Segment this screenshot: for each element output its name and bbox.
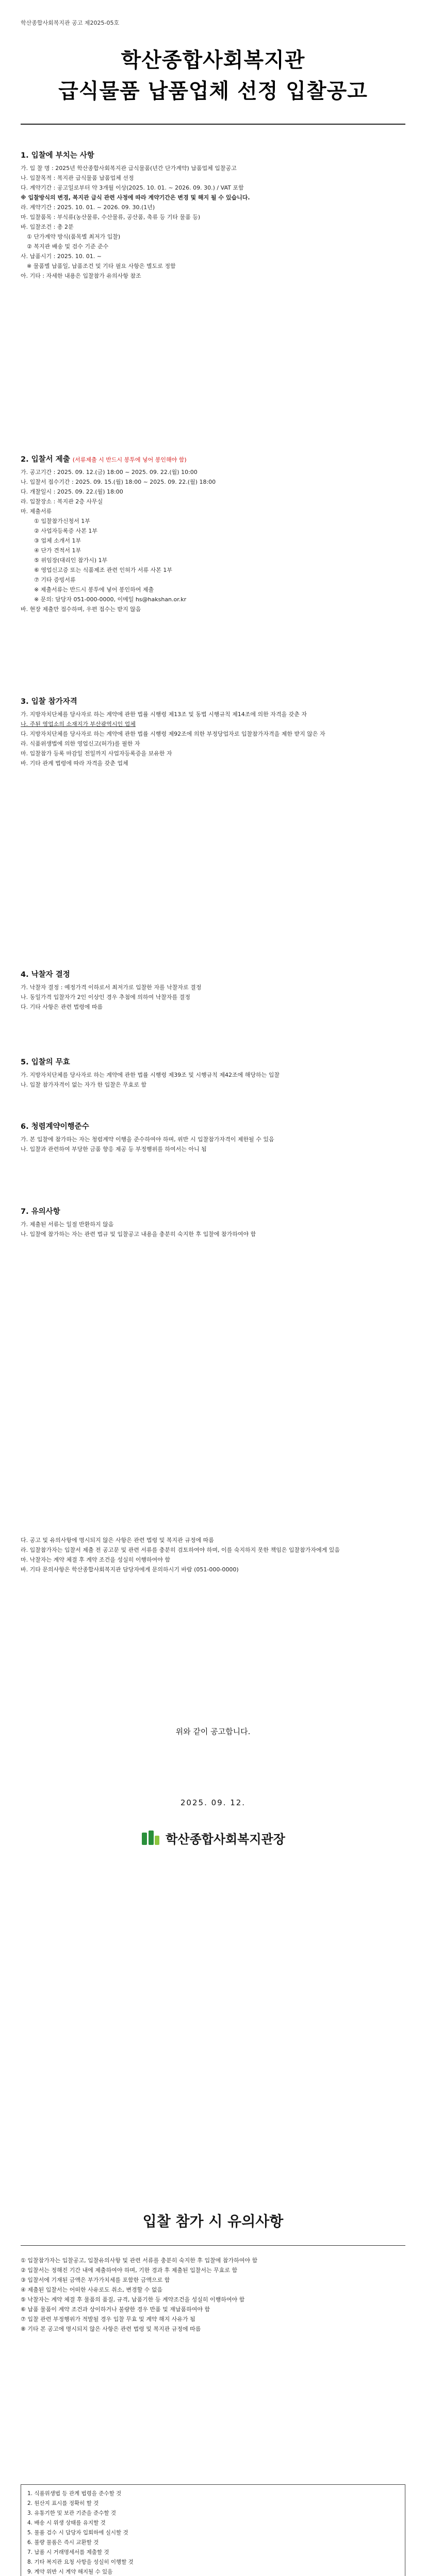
section-7 <box>21 1206 405 1239</box>
org-block <box>141 1829 285 1847</box>
section-2-heading-text: 2. 입찰서 제출 <box>21 455 70 464</box>
welfare-center-logo-icon <box>141 1831 160 1846</box>
s1-line: 나. 입찰목적 : 복지관 급식물품 납품업체 선정 <box>21 175 134 181</box>
s3-highlight-line: 나. 주된 영업소의 소재지가 부산광역시인 업체 <box>21 721 136 727</box>
guidelines-sheet <box>21 2128 405 2576</box>
section-4 <box>21 969 405 1012</box>
notice-line: 7. 납품 시 거래명세서를 제출할 것 <box>27 2549 109 2555</box>
guidelines-body <box>21 2256 405 2334</box>
s1-line: 바. 입찰조건 : 총 2분 <box>21 224 74 230</box>
s2-line: ⑤ 위임장(대리인 참가시) 1부 <box>34 557 108 564</box>
section-1 <box>21 149 405 281</box>
s1-line: 아. 기타 : 자세한 내용은 입찰참가 유의사항 참조 <box>21 273 141 279</box>
notice-line: 5. 물품 검수 시 담당자 입회하에 실시할 것 <box>27 2530 128 2536</box>
s3-line: 바. 기타 관계 법령에 따라 자격을 갖춘 업체 <box>21 760 128 767</box>
s1-line: 라. 계약기간 : 2025. 10. 01. ~ 2026. 09. 30.(1년) <box>21 204 155 211</box>
s4-line: 나. 동일가격 입찰자가 2인 이상인 경우 추첨에 의하여 낙찰자를 결정 <box>21 994 190 1001</box>
section-2 <box>21 453 405 614</box>
closing-text: 위와 같이 공고합니다. <box>175 1727 251 1736</box>
notice-line: 6. 불량 물품은 즉시 교환할 것 <box>27 2539 99 2546</box>
organization-signature <box>21 1829 405 1848</box>
s6-line: 나. 입찰과 관련하여 부당한 금품 향응 제공 등 부정행위를 하여서는 아니 됨 <box>21 1146 207 1153</box>
s1-line: ※ 물품별 납품일, 납품조건 및 기타 필요 사항은 별도로 정함 <box>27 263 176 269</box>
announcement-sheet <box>21 0 405 2123</box>
org-name: 학산종합사회복지관장 <box>166 1832 285 1846</box>
notice-line: 8. 기타 복지관 요청 사항을 성실히 이행할 것 <box>27 2559 134 2565</box>
s2-line: 라. 입찰장소 : 복지관 2층 사무실 <box>21 498 103 505</box>
s2-line: 나. 입찰서 접수기간 : 2025. 09. 15.(월) 18:00 ~ 2025. 09. 22.(월) 18:00 <box>21 479 216 485</box>
guideline-line: ⑦ 입찰 관련 부정행위가 적발될 경우 입찰 무효 및 계약 해지 사유가 됨 <box>21 2316 195 2323</box>
title-divider <box>21 124 405 125</box>
s7-line: 가. 제출된 서류는 일절 반환하지 않음 <box>21 1221 114 1228</box>
s2-line: ② 사업자등록증 사본 1부 <box>34 528 97 534</box>
s2-line: ※ 제출서류는 반드시 봉투에 넣어 봉인하여 제출 <box>34 586 154 593</box>
guideline-line: ③ 입찰서에 기재된 금액은 부가가치세를 포함한 금액으로 함 <box>21 2277 170 2283</box>
section-5-heading: 5. 입찰의 무효 <box>21 1058 70 1066</box>
section-6-heading: 6. 청렴계약이행준수 <box>21 1123 89 1131</box>
s3-line: 마. 입찰참가 등록 마감일 전일까지 사업자등록증을 보유한 자 <box>21 750 172 757</box>
announcement-date: 2025. 09. 12. <box>180 1798 246 1807</box>
s1-warning-line: ※ 입찰방식의 변경, 복지관 급식 관련 사정에 따라 계약기간은 변경 및 해지 될 수 있습니다. <box>21 194 250 201</box>
s1-line: 가. 입 찰 명 : 2025년 학산종합사회복지관 급식물품(년간 단가계약) 납품업체 입찰공고 <box>21 165 237 172</box>
s2-contact-line: ※ 문의: 담당자 051-000-0000, 이메일 hs@hakshan.or.kr <box>34 596 187 603</box>
s1-line: 마. 입찰품목 : 부식류(농산물류, 수산물류, 공산품, 축류 등 기타 물품 등) <box>21 214 201 221</box>
s5-line: 가. 지방자치단체를 당사자로 하는 계약에 관한 법률 시행령 제39조 및 시행규칙 제42조에 해당하는 입찰 <box>21 1072 280 1078</box>
guideline-line: ⑧ 기타 본 공고에 명시되지 않은 사항은 관련 법령 및 복지관 규정에 따름 <box>21 2326 201 2332</box>
guidelines-divider <box>21 2245 405 2246</box>
s2-line: ⑥ 영업신고증 또는 식품제조 관련 인허가 서류 사본 1부 <box>34 567 172 573</box>
section-5 <box>21 1056 405 1090</box>
guideline-line: ④ 제출된 입찰서는 어떠한 사유로도 취소, 변경할 수 없음 <box>21 2286 163 2293</box>
s8-line: 마. 낙찰자는 계약 체결 후 계약 조건을 성실히 이행하여야 함 <box>21 1556 170 1563</box>
s2-line: ① 입찰참가신청서 1부 <box>34 518 90 524</box>
s7-line: 나. 입찰에 참가하는 자는 관련 법규 및 입찰공고 내용을 충분히 숙지한 후 입찰에 참가하여야 함 <box>21 1231 256 1238</box>
section-7-heading: 7. 유의사항 <box>21 1208 60 1216</box>
s2-line: ⑦ 기타 증빙서류 <box>34 577 76 583</box>
section-2-heading-note: (서류제출 시 반드시 봉투에 넣어 봉인해야 함) <box>72 456 187 463</box>
notice-line: 9. 계약 위반 시 계약 해지될 수 있음 <box>27 2569 113 2575</box>
notice-line: 1. 식품위생법 등 관계 법령을 준수할 것 <box>27 2490 122 2497</box>
s2-line: 마. 제출서류 <box>21 508 52 515</box>
s6-line: 가. 본 입찰에 참가하는 자는 청렴계약 이행을 준수하여야 하며, 위반 시 입찰참가자격이 제한될 수 있음 <box>21 1136 274 1143</box>
guideline-line: ⑤ 낙찰자는 계약 체결 후 물품의 품질, 규격, 납품기한 등 계약조건을 성실히 이행하여야 함 <box>21 2296 245 2303</box>
s2-line: ④ 단가 견적서 1부 <box>34 547 81 554</box>
s1-line: ① 단가계약 방식(품목별 최저가 입찰) <box>27 233 121 240</box>
notice-line: 4. 배송 시 위생 상태를 유지할 것 <box>27 2520 106 2526</box>
notice-line: 3. 유통기한 및 보관 기준을 준수할 것 <box>27 2510 117 2516</box>
guideline-line: ⑥ 납품 물품이 계약 조건과 상이하거나 불량한 경우 반품 및 재납품하여야 함 <box>21 2306 210 2313</box>
section-1-heading: 1. 입찰에 부치는 사항 <box>21 151 94 160</box>
s2-line: 다. 개찰일시 : 2025. 09. 22.(월) 18:00 <box>21 488 123 495</box>
section-8 <box>21 1535 405 1574</box>
section-3-heading: 3. 입찰 참가자격 <box>21 698 77 706</box>
section-4-heading: 4. 낙찰자 결정 <box>21 971 70 979</box>
s4-line: 가. 낙찰자 결정 : 예정가격 이하로서 최저가로 입찰한 자를 낙찰자로 결정 <box>21 984 202 991</box>
s1-line: ② 복지관 배송 및 검수 기준 준수 <box>27 243 109 250</box>
s2-line: 바. 현장 제출만 접수하며, 우편 접수는 받지 않음 <box>21 606 141 613</box>
section-2-heading <box>21 453 405 464</box>
s5-line: 나. 입찰 참가자격이 없는 자가 한 입찰은 무효로 함 <box>21 1081 146 1088</box>
s1-line: 다. 계약기간 : 공고일로부터 약 3개월 이상(2025. 10. 01. ~ 2026. 09. 30.) / VAT 포함 <box>21 184 244 191</box>
s8-line: 라. 입찰참가자는 입찰서 제출 전 공고문 및 관련 서류를 충분히 검토하여야 하며, 이를 숙지하지 못한 책임은 입찰참가자에게 있음 <box>21 1547 340 1553</box>
s2-line: ③ 업체 소개서 1부 <box>34 537 81 544</box>
title-line-2: 급식물품 납품업체 선정 입찰공고 <box>58 79 368 103</box>
guideline-line: ② 입찰서는 정해진 기간 내에 제출하여야 하며, 기한 경과 후 제출된 입찰서는 무효로 함 <box>21 2267 238 2274</box>
guidelines-title: 입찰 참가 시 유의사항 <box>142 2213 284 2230</box>
s4-line: 다. 기타 사항은 관련 법령에 따름 <box>21 1004 103 1010</box>
s3-line: 라. 식품위생법에 의한 영업신고(허가)를 필한 자 <box>21 740 140 747</box>
s8-line: 바. 기타 문의사항은 학산종합사회복지관 담당자에게 문의하시기 바람 (051-000-0000) <box>21 1566 239 1573</box>
supplier-notice-box <box>21 2484 405 2576</box>
s1-line: 사. 납품시기 : 2025. 10. 01. ~ <box>21 253 102 260</box>
section-3 <box>21 696 405 768</box>
title-line-1: 학산종합사회복지관 <box>121 48 305 72</box>
notice-line: 2. 원산지 표시를 정확히 할 것 <box>27 2500 99 2506</box>
guideline-line: ① 입찰참가자는 입찰공고, 입찰유의사항 및 관련 서류를 충분히 숙지한 후 입찰에 참가하여야 함 <box>21 2257 258 2264</box>
section-6 <box>21 1121 405 1154</box>
s3-line: 다. 지방자치단체를 당사자로 하는 계약에 관한 법률 시행령 제92조에 의한 부정당업자로 입찰참가자격을 제한 받지 않은 자 <box>21 731 325 737</box>
s2-line: 가. 공고기간 : 2025. 09. 12.(금) 18:00 ~ 2025. 09. 22.(월) 10:00 <box>21 469 198 476</box>
s3-line: 가. 지방자치단체를 당사자로 하는 계약에 관한 법률 시행령 제13조 및 동법 시행규칙 제14조에 의한 자격을 갖춘 자 <box>21 711 307 718</box>
s8-line: 다. 공고 및 유의사항에 명시되지 않은 사항은 관련 법령 및 복지관 규정에 따름 <box>21 1537 214 1544</box>
document-number: 학산종합사회복지관 공고 제2025-05호 <box>21 20 120 26</box>
